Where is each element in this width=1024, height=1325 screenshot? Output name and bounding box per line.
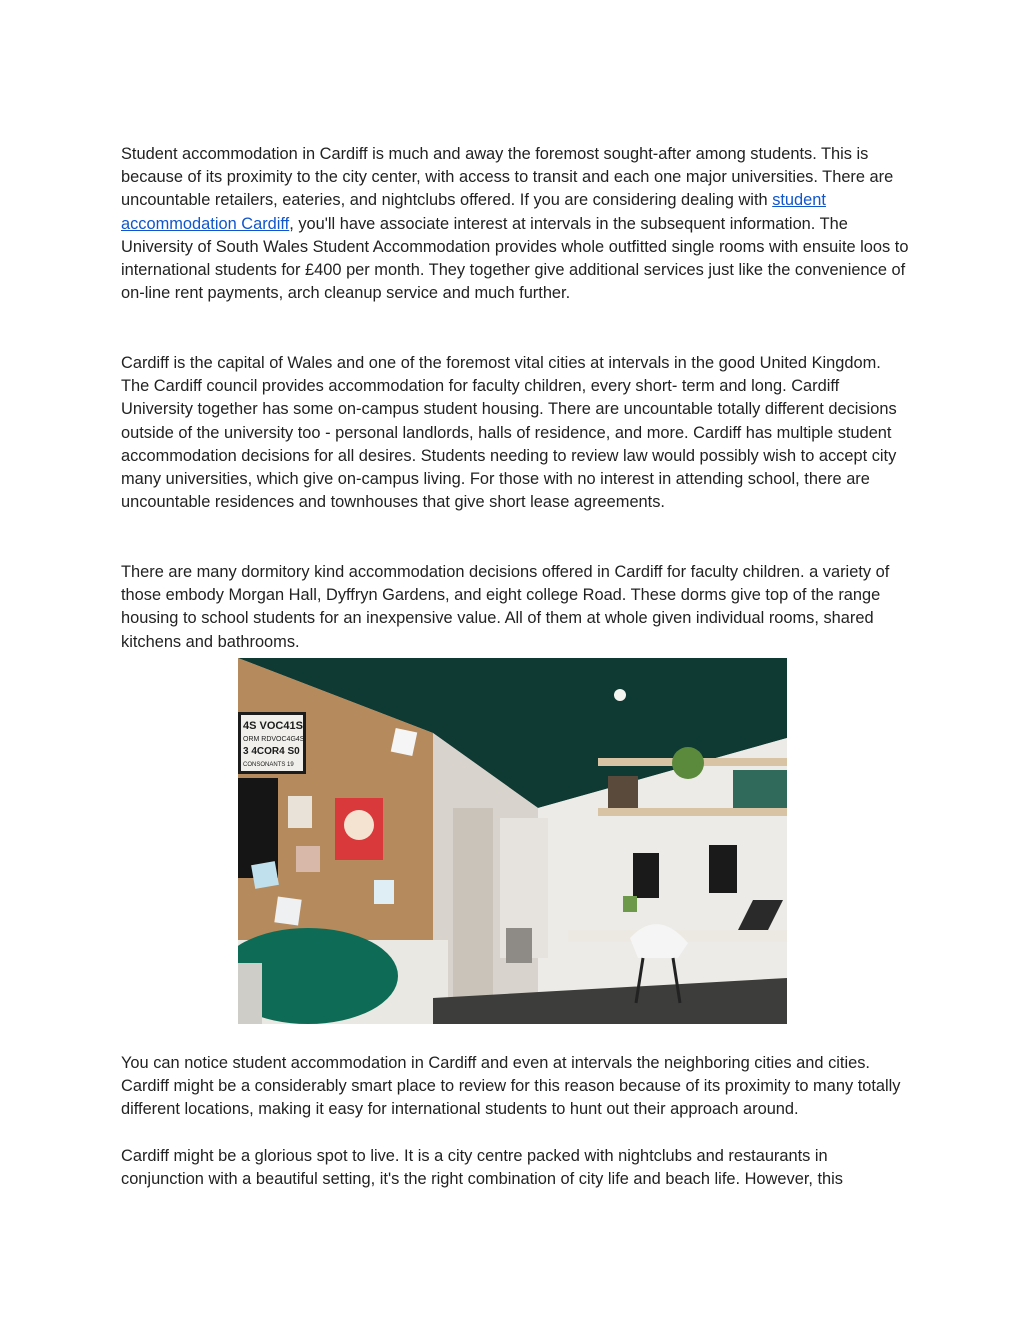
- photo-pin-4: [251, 861, 279, 889]
- paragraph-neighboring-cities: You can notice student accommodation in Cardiff and even at intervals the neighboring cities and cities. Cardiff might be a considerably smart place to review for this reason because of its proximity to many totally different locations, making it easy for international students to hunt out their approach around.: [121, 1054, 901, 1119]
- paragraph-cardiff-capital: Cardiff is the capital of Wales and one of the foremost vital cities at intervals in the good United Kingdom. The Cardiff council provides accommodation for faculty children, every short- term and long. Cardiff University together has some on-campus student housing. There are uncountable totally different decisions outside of the university too - personal landlords, halls of residence, and more. Cardiff has multiple student accommodation decisions for all desires. Students needing to review law would possibly wish to accept city many universities, which give on-campus living. For those with no interest in attending school, there are uncountable residences and townhouses that give short lease agreements.: [121, 354, 897, 512]
- lower-shelf: [598, 808, 787, 816]
- paragraph-intro-text-before: Student accommodation in Cardiff is much and away the foremost sought-after among students. This is because of its proximity to the city center, with access to transit and each one major universities. There are uncountable retailers, eateries, and nightclubs offered. If you are considering dealing with: [121, 145, 894, 210]
- poster-line-1: 4S VOC41S: [243, 720, 303, 732]
- poster-line-3: 3 4COR4 S0: [243, 746, 300, 757]
- ceiling-light: [614, 689, 626, 701]
- photo-pin-2: [288, 796, 312, 828]
- doorway: [453, 808, 493, 998]
- books-left: [608, 776, 638, 808]
- student-accommodation-link[interactable]: student accommodation Cardiff: [121, 191, 826, 233]
- pop-art-face: [344, 810, 374, 840]
- student-room-photo: [238, 658, 787, 1024]
- patterned-pillow: [238, 963, 262, 1024]
- photo-pin-6: [374, 880, 394, 904]
- paragraph-intro-text-after: , you'll have associate interest at intervals in the subsequent information. The University of South Wales Student Accommodation provides whole outfitted single rooms with ensuite loos to international students for £400 per month. They together give additional services just like the convenience of on-line rent payments, arch cleanup service and much further.: [121, 214, 909, 303]
- student-room-illustration: [238, 658, 787, 1024]
- paragraph-intro: [121, 143, 911, 305]
- shelf-plant: [672, 747, 704, 779]
- wall-frame-right: [709, 845, 737, 893]
- desk-plant: [623, 896, 637, 912]
- poster-line-2: ORM RDVOC4G4S: [243, 736, 305, 743]
- kitchen-appliance: [506, 928, 532, 963]
- photo-pin-5: [274, 896, 301, 925]
- photo-pin-3: [296, 846, 320, 872]
- books-right: [733, 770, 787, 808]
- wall-frame-left: [633, 853, 659, 898]
- poster-line-4: CONSONANTS 19: [243, 762, 294, 768]
- paragraph-glorious-spot: Cardiff might be a glorious spot to live. It is a city centre packed with nightclubs and restaurants in conjunction with a beautiful setting, it's the right combination of city life and beach life. However, this: [121, 1147, 843, 1189]
- paragraph-dormitories: There are many dormitory kind accommodation decisions offered in Cardiff for faculty children. a variety of those embody Morgan Hall, Dyffryn Gardens, and eight college Road. These dorms give top of the range housing to school students for an inexpensive value. All of them at whole given individual rooms, shared kitchens and bathrooms.: [121, 563, 890, 651]
